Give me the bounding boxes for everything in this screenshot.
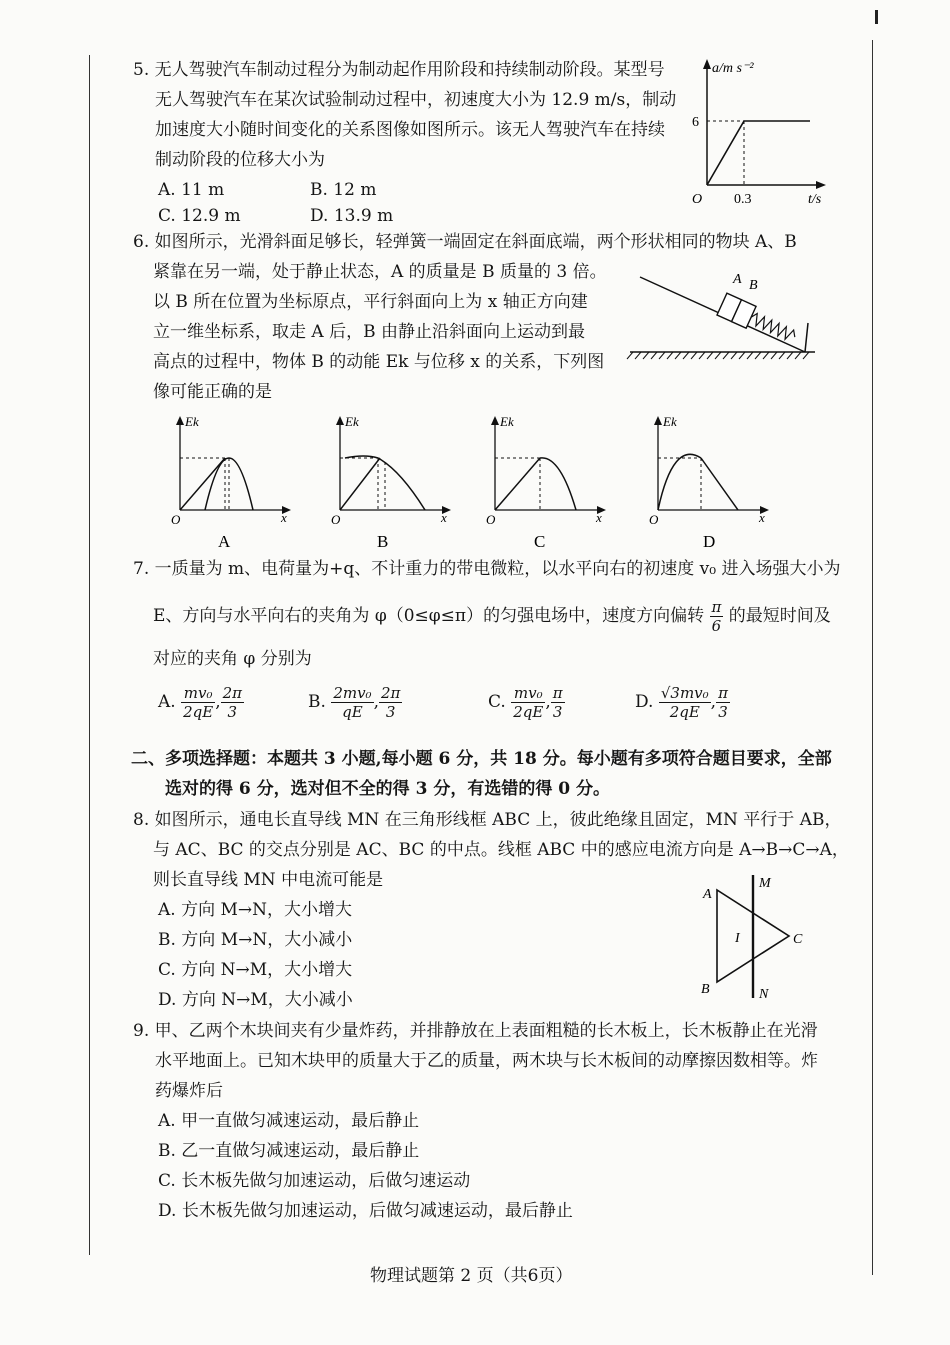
q6-incline-diagram bbox=[625, 265, 825, 365]
q6-graph-a-letter: A bbox=[218, 532, 231, 551]
q9-option-c: C. 长木板先做匀加速运动，后做匀速运动 bbox=[158, 1171, 471, 1191]
q6-graph-a bbox=[165, 410, 300, 555]
q8-label-i: I bbox=[735, 931, 740, 946]
q6-graph-a-x-label: x bbox=[281, 510, 287, 525]
q6-line-4: 立一维坐标系，取走 A 后，B 由静止沿斜面向上运动到最 bbox=[153, 322, 585, 342]
q7-option-a: A. $\frac{\text{mv₀}}{2qE}$ , $\frac{2\pi}{3}$ bbox=[158, 684, 243, 721]
q6-graph-c-y-label: Ek bbox=[500, 414, 514, 429]
q5-y-tick: 6 bbox=[692, 115, 699, 130]
q5-origin: O bbox=[692, 192, 703, 207]
q7-line-2b: 的最短时间及 bbox=[728, 606, 831, 626]
q6-line-6: 像可能正确的是 bbox=[153, 382, 272, 402]
q9-option-d: D. 长木板先做匀加速运动，后做匀减速运动，最后静止 bbox=[158, 1201, 573, 1221]
q6-line-3: 以 B 所在位置为坐标原点，平行斜面向上为 x 轴正方向建 bbox=[153, 292, 588, 312]
q6-line-2: 紧靠在另一端，处于静止状态，A 的质量是 B 质量的 3 倍。 bbox=[153, 262, 607, 282]
corner-mark bbox=[875, 10, 878, 24]
q5-option-b: B. 12 m bbox=[310, 180, 377, 200]
q9-line-2: 水平地面上。已知木块甲的质量大于乙的质量，两木块与长木板间的动摩擦因数相等。炸 bbox=[155, 1051, 818, 1071]
q5-line-3: 加速度大小随时间变化的关系图像如图所示。该无人驾驶汽车在持续 bbox=[155, 120, 665, 140]
q8-label-c: C bbox=[793, 932, 803, 947]
section-2-line-2: 选对的得 6 分，选对但不全的得 3 分，有选错的得 0 分。 bbox=[165, 779, 610, 799]
q8-option-c: C. 方向 N→M，大小增大 bbox=[158, 960, 353, 980]
q5-line-1: 5. 无人驾驶汽车制动过程分为制动起作用阶段和持续制动阶段。某型号 bbox=[133, 60, 665, 80]
q8-label-a: A bbox=[703, 887, 712, 902]
q6-block-b-label: B bbox=[749, 278, 758, 293]
q6-graph-b-x-label: x bbox=[441, 510, 447, 525]
q5-option-a: A. 11 m bbox=[158, 180, 225, 200]
q6-graph-a-y-label: Ek bbox=[185, 414, 199, 429]
q8-triangle-wire-diagram bbox=[695, 870, 815, 1005]
q8-line-2: 与 AC、BC 的交点分别是 AC、BC 的中点。线框 ABC 中的感应电流方向是 A→B→C→A， bbox=[153, 840, 849, 860]
q7-option-b: B. $\frac{\text{2mv₀}}{qE}$ , $\frac{2\pi}{3}$ bbox=[308, 684, 401, 721]
q6-graph-d-x-label: x bbox=[759, 510, 765, 525]
q6-graph-c-letter: C bbox=[534, 532, 546, 551]
q6-graph-b-origin: O bbox=[331, 512, 341, 527]
q7-option-c: C. $\frac{\text{mv₀}}{2qE}$ , $\frac{\pi}{3}$ bbox=[488, 684, 563, 721]
q6-line-1: 6. 如图所示，光滑斜面足够长，轻弹簧一端固定在斜面底端，两个形状相同的物块 A、B bbox=[133, 232, 797, 252]
q9-line-1: 9. 甲、乙两个木块间夹有少量炸药，并排静放在上表面粗糙的长木板上，长木板静止在光滑 bbox=[133, 1021, 818, 1041]
q6-graph-c-origin: O bbox=[486, 512, 496, 527]
q8-label-b: B bbox=[701, 982, 710, 997]
q5-option-c: C. 12.9 m bbox=[158, 206, 241, 226]
q5-line-4: 制动阶段的位移大小为 bbox=[155, 150, 325, 170]
q8-line-1: 8. 如图所示，通电长直导线 MN 在三角形线框 ABC 上，彼此绝缘且固定，MN 平行于 AB， bbox=[133, 810, 842, 830]
q5-option-d: D. 13.9 m bbox=[310, 206, 394, 226]
q9-option-a: A. 甲一直做匀减速运动，最后静止 bbox=[158, 1111, 420, 1131]
q7-line-2a: E、方向与水平向右的夹角为 φ（0≤φ≤π）的匀强电场中，速度方向偏转 bbox=[153, 606, 705, 626]
q8-label-m: M bbox=[759, 876, 771, 891]
q6-graph-d bbox=[643, 410, 778, 555]
left-margin-line bbox=[89, 55, 90, 1255]
q5-line-2: 无人驾驶汽车在某次试验制动过程中，初速度大小为 12.9 m/s，制动 bbox=[155, 90, 677, 110]
q5-graph bbox=[680, 55, 840, 215]
q5-x-label: t/s bbox=[808, 192, 822, 207]
q9-option-b: B. 乙一直做匀减速运动，最后静止 bbox=[158, 1141, 420, 1161]
q6-graph-b bbox=[325, 410, 460, 555]
q7-line-2 bbox=[153, 596, 831, 636]
q8-line-3: 则长直导线 MN 中电流可能是 bbox=[153, 870, 384, 890]
q7-line-3: 对应的夹角 φ 分别为 bbox=[153, 649, 312, 669]
section-2-line-1: 二、多项选择题：本题共 3 小题,每小题 6 分，共 18 分。每小题有多项符合题目要求，全部 bbox=[131, 749, 832, 769]
q6-graph-b-letter: B bbox=[377, 532, 389, 551]
q7-pi-over-6: $\frac{\pi}{6}$ bbox=[711, 598, 722, 635]
q6-block-a-label: A bbox=[733, 272, 742, 287]
q8-option-d: D. 方向 N→M，大小减小 bbox=[158, 990, 353, 1010]
q6-graph-d-origin: O bbox=[649, 512, 659, 527]
q6-line-5: 高点的过程中，物体 B 的动能 Ek 与位移 x 的关系，下列图 bbox=[153, 352, 605, 372]
q6-graph-b-y-label: Ek bbox=[345, 414, 359, 429]
q6-graph-a-origin: O bbox=[171, 512, 181, 527]
page-footer: 物理试题第 2 页（共6页） bbox=[370, 1266, 573, 1286]
q8-label-n: N bbox=[759, 987, 769, 1002]
q8-option-a: A. 方向 M→N，大小增大 bbox=[158, 900, 353, 920]
q6-graph-c bbox=[480, 410, 615, 555]
q7-line-1: 7. 一质量为 m、电荷量为+q、不计重力的带电微粒，以水平向右的初速度 v₀ 进入场强大小为 bbox=[133, 559, 841, 579]
q6-graph-d-letter: D bbox=[703, 532, 716, 551]
q5-y-label: a/m s⁻² bbox=[712, 61, 754, 76]
q6-graph-c-x-label: x bbox=[596, 510, 602, 525]
q5-x-tick: 0.3 bbox=[734, 192, 752, 207]
q7-option-d: D. $\frac{\text{√3mv₀}}{2qE}$ , $\frac{\pi}{3}$ bbox=[635, 684, 728, 721]
q6-graph-d-y-label: Ek bbox=[663, 414, 677, 429]
q8-option-b: B. 方向 M→N，大小减小 bbox=[158, 930, 353, 950]
q9-line-3: 药爆炸后 bbox=[155, 1081, 223, 1101]
right-margin-line bbox=[872, 40, 873, 1275]
